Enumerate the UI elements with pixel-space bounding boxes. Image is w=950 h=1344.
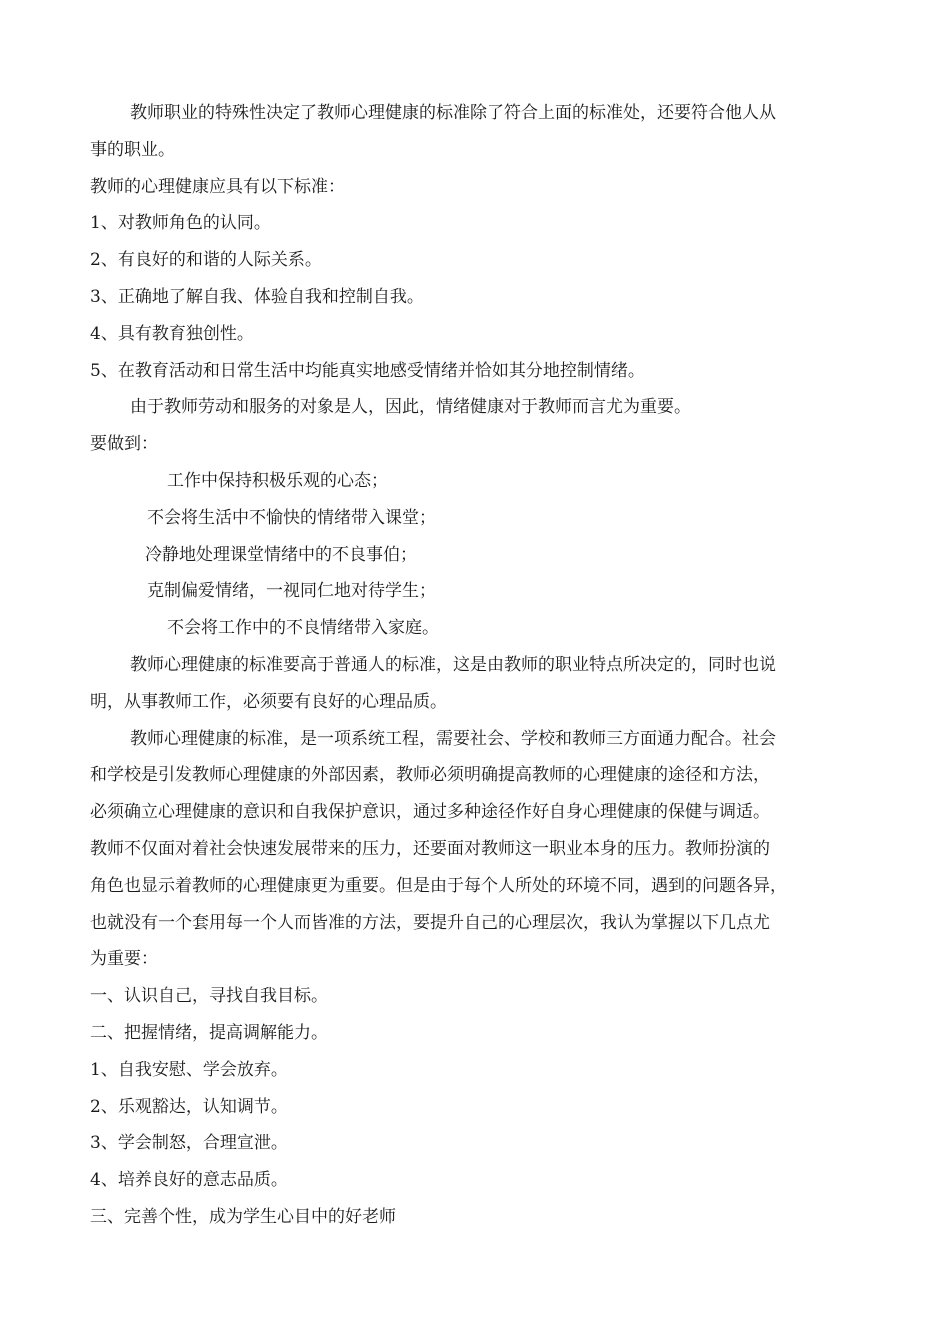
list-item: 5、在教育活动和日常生活中均能真实地感受情绪并恰如其分地控制情绪。	[90, 360, 645, 381]
section-heading: 一、认识自己，寻找自我目标。	[90, 986, 328, 1007]
indented-item: 不会将工作中的不良情绪带入家庭。	[167, 618, 439, 639]
paragraph-line: 事的职业。	[90, 139, 175, 160]
paragraph-line: 教师心理健康的标准要高于普通人的标准，这是由教师的职业特点所决定的，同时也说	[130, 654, 776, 675]
list-item: 1、自我安慰、学会放弃。	[90, 1059, 288, 1080]
paragraph-line: 教师不仅面对着社会快速发展带来的压力，还要面对教师这一职业本身的压力。教师扮演的	[90, 838, 770, 859]
indented-item: 不会将生活中不愉快的情绪带入课堂；	[147, 507, 436, 528]
paragraph-line: 教师的心理健康应具有以下标准：	[90, 176, 345, 197]
list-item: 3、正确地了解自我、体验自我和控制自我。	[90, 286, 424, 307]
paragraph-line: 教师心理健康的标准，是一项系统工程，需要社会、学校和教师三方面通力配合。社会	[130, 728, 776, 749]
paragraph-line: 角色也显示着教师的心理健康更为重要。但是由于每个人所处的环境不同，遇到的问题各异，	[90, 875, 787, 896]
paragraph-line: 必须确立心理健康的意识和自我保护意识，通过多种途径作好自身心理健康的保健与调适。	[90, 802, 770, 823]
list-item: 2、有良好的和谐的人际关系。	[90, 250, 322, 271]
paragraph-line: 和学校是引发教师心理健康的外部因素，教师必须明确提高教师的心理健康的途径和方法，	[90, 765, 770, 786]
section-heading: 二、把握情绪，提高调解能力。	[90, 1022, 328, 1043]
paragraph-line: 明，从事教师工作，必须要有良好的心理品质。	[90, 691, 447, 712]
paragraph-line: 由于教师劳动和服务的对象是人，因此，情绪健康对于教师而言尤为重要。	[130, 397, 691, 418]
list-item: 3、学会制怒，合理宣泄。	[90, 1133, 288, 1154]
paragraph-line: 为重要：	[90, 949, 158, 970]
paragraph-line: 要做到：	[90, 434, 158, 455]
indented-item: 克制偏爱情绪，一视同仁地对待学生；	[147, 581, 436, 602]
list-item: 4、培养良好的意志品质。	[90, 1170, 288, 1191]
paragraph-line: 教师职业的特殊性决定了教师心理健康的标准除了符合上面的标准处，还要符合他人从	[130, 103, 776, 123]
indented-item: 冷静地处理课堂情绪中的不良事伯；	[145, 544, 417, 565]
list-item: 2、乐观豁达，认知调节。	[90, 1096, 288, 1117]
paragraph-line: 也就没有一个套用每一个人而皆准的方法，要提升自己的心理层次，我认为掌握以下几点尤	[90, 912, 770, 933]
section-heading: 三、完善个性，成为学生心目中的好老师	[90, 1206, 396, 1227]
list-item: 1、对教师角色的认同。	[90, 213, 271, 234]
document-page	[90, 95, 865, 1236]
list-item: 4、具有教育独创性。	[90, 323, 254, 344]
indented-item: 工作中保持积极乐观的心态；	[167, 470, 388, 491]
